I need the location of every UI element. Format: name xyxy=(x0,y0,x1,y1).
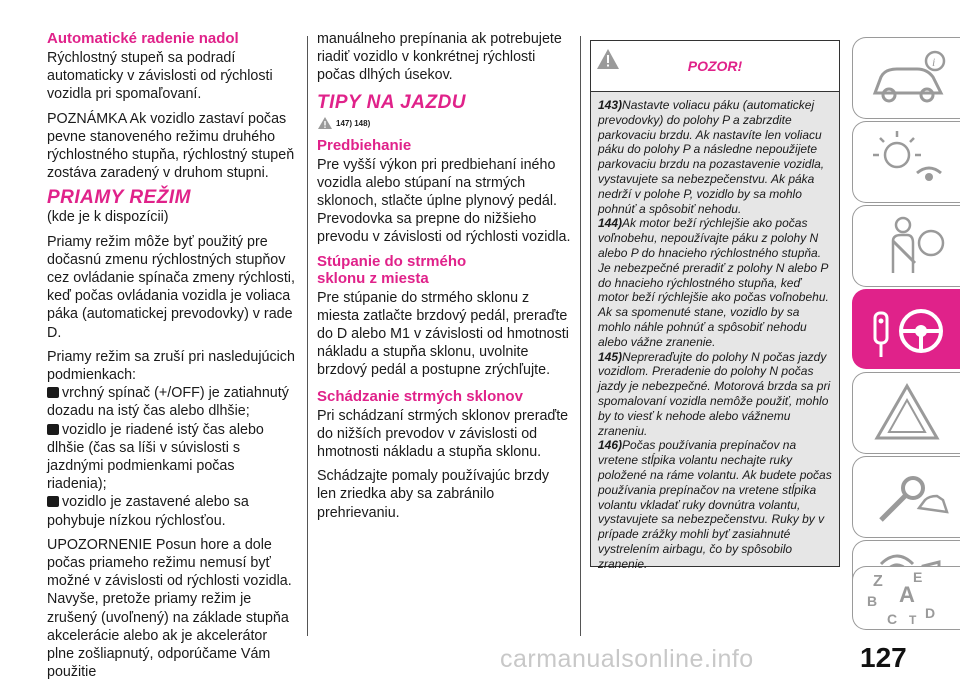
paragraph: Priamy režim sa zruší pri nasledujúcich podmienkach: xyxy=(47,348,295,384)
watermark: carmanualsonline.info xyxy=(500,645,754,673)
svg-text:E: E xyxy=(913,569,923,585)
bullet-item xyxy=(47,493,297,529)
bullet-text: vozidlo je zastavené alebo sa pohybuje nízkou rýchlosťou. xyxy=(47,494,249,529)
warning-item-text: Počas používania prepínačov na vretene stĺpika volantu nechajte ruky položené na ráme volantu. Ak budete počas používania prepínačov na vretene stĺpika volantu vkladať ruky dovnútra volantu, vystavujete sa nebezpečenstvu. Ruky by v prípade zrážky mohli byť zasiahnuté vystrelením airbagu, čo by spôsobilo zranenie. xyxy=(598,438,832,571)
warning-item-number: 144) xyxy=(598,216,623,231)
bullet-item xyxy=(47,421,297,494)
warning-item-text: Nepreraďujte do polohy N počas jazdy vozidlom. Preradenie do polohy N počas jazdy je nebezpečné. Motorová brzda sa pri spomalovaní vozidla nemôže použiť, mohlo by to viesť k nehode alebo vážnemu zraneniu. xyxy=(598,349,831,438)
heading-steep-descent: Schádzanie strmých sklonov xyxy=(317,387,523,405)
warning-item xyxy=(598,438,834,571)
dashboard-lights-icon xyxy=(867,127,957,197)
heading-driving-tips: TIPY NA JAZDU xyxy=(317,91,467,113)
heading-direct-mode-sub: (kde je k dispozícii) xyxy=(47,209,169,226)
bullet-item xyxy=(47,384,297,420)
warning-item xyxy=(598,216,834,349)
page-number: 127 xyxy=(860,642,907,673)
wrench-car-icon xyxy=(867,462,957,532)
reference-numbers: 147) 148) xyxy=(336,118,371,128)
car-info-icon xyxy=(867,43,957,113)
tab-car-info[interactable] xyxy=(852,37,960,119)
key-steering-wheel-icon xyxy=(867,295,957,365)
tab-maintenance[interactable] xyxy=(852,456,960,538)
paragraph: Priamy režim môže byť použitý pre dočasnú zmenu rýchlostných stupňov cez ovládanie spínača zmeny rýchlosti, keď počas ovládania vozidla je voliaca páka (automatickej prevodovky) v rade D. xyxy=(47,233,295,341)
warning-item-text: Nastavte voliacu páku (automatickej prevodovky) do polohy P a zabrzdite parkovaciu brzdu. Ak nastavíte len voliacu páku do polohy P a následne nepoužijete parkovaciu brzdu na pozastavenie vozidla, vystavujete sa nebezpečenstvu. Ak páka nedrží v polohe P, vozidlo by sa mohlo pohnúť a spôsobiť nehodu. xyxy=(598,98,825,216)
warning-item-text: Ak motor beží rýchlejšie ako počas voľnobehu, nepoužívajte páku z polohy N alebo P do hnacieho rýchlostného stupňa. Je nebezpečné preradiť z polohy N alebo P do hnacieho rýchlostného stupňa, keď motor beží rýchlejšie ako počas voľnobehu. Ak sa spomenuté stane, vozidlo by sa mohlo náhle pohnúť a spôsobiť nehodu alebo vážne zranenie. xyxy=(598,216,829,349)
svg-text:D: D xyxy=(925,605,936,621)
bullet-text: vozidlo je riadené istý čas alebo dlhšie (čas sa líši v súvislosti s jazdnými podmienkami počas riadenia); xyxy=(47,421,264,493)
paragraph-caution: UPOZORNENIE Posun hore a dole počas priameho režimu nemusí byť možné v závislosti od rýchlosti vozidla. Navyše, pretože priamy režim je zrušený (uvoľnený) na základe stupňa akcelerácie alebo ak je akcelerátor plne zošliapnutý, odporúčame Vám použitie xyxy=(47,536,292,681)
middle-column xyxy=(317,30,572,528)
bullet-icon xyxy=(47,424,59,435)
heading-automatic-downshift: Automatické radenie nadol xyxy=(47,30,239,47)
paragraph: Rýchlostný stupeň sa podradí automaticky v závislosti od rýchlosti vozidla pri spomaľovaní. xyxy=(47,50,273,103)
tab-index[interactable] xyxy=(852,566,960,630)
bullet-icon xyxy=(47,496,59,507)
svg-text:B: B xyxy=(867,593,878,609)
warning-item xyxy=(598,350,834,439)
paragraph: Pri schádzaní strmých sklonov preraďte do nižších prevodov v závislosti od hmotnosti nákladu a stupňa sklonu. xyxy=(317,407,569,461)
tab-emergency[interactable] xyxy=(852,372,960,454)
warning-title: POZOR! xyxy=(687,58,743,74)
heading-direct-mode: PRIAMY REŽIM xyxy=(47,187,191,209)
svg-text:Z: Z xyxy=(873,573,883,590)
svg-text:A: A xyxy=(899,582,915,607)
paragraph: Pre stúpanie do strmého sklonu z miesta zatlačte brzdový pedál, preraďte do D alebo M1 v závislosti od hmotnosti nákladu a stupňa sklonu, uvolnite brzdový pedál a postupne zrýchľujte. xyxy=(317,289,569,379)
paragraph: Pre vyšší výkon pri predbiehaní iného vozidla alebo stúpaní na strmých sklonoch, stlačte úplne plynový pedál. Prevodovka sa prepne do nižšieho prevodu v závislosti od rýchlosti vozidla. xyxy=(317,156,571,246)
svg-text:T: T xyxy=(909,613,917,627)
tab-dashboard-lights[interactable] xyxy=(852,121,960,203)
paragraph: manuálneho prepínania ak potrebujete riadiť vozidlo v konkrétnej rýchlosti počas dlhých úsekov. xyxy=(317,31,562,84)
svg-text:i: i xyxy=(932,55,936,69)
warning-item xyxy=(598,98,834,216)
seatbelt-airbag-icon xyxy=(867,211,957,281)
left-column xyxy=(47,30,297,688)
tab-starting-driving[interactable] xyxy=(852,289,960,369)
alphabet-index-icon xyxy=(863,568,953,628)
warning-item-number: 143) xyxy=(598,98,623,112)
warning-triangle-icon xyxy=(317,116,333,130)
bullet-text: vrchný spínač (+/OFF) je zatiahnutý dozadu na istý čas alebo dlhšie; xyxy=(47,385,289,420)
warning-box xyxy=(590,40,840,571)
heading-hill-start: Stúpanie do strmého sklonu z miesta xyxy=(317,252,467,287)
column-divider xyxy=(307,36,308,636)
column-divider xyxy=(580,36,581,636)
warning-item-number: 145) xyxy=(598,349,623,364)
warning-header xyxy=(591,41,839,92)
paragraph: Schádzajte pomaly používajúc brzdy len zriedka aby sa zabránilo prehrievaniu. xyxy=(317,468,550,521)
svg-text:C: C xyxy=(887,611,898,627)
warning-triangle-breakdown-icon xyxy=(867,378,957,448)
bullet-icon xyxy=(47,387,59,398)
warning-body xyxy=(591,92,839,571)
tab-safety[interactable] xyxy=(852,205,960,287)
warning-reference xyxy=(317,115,572,131)
paragraph-note: POZNÁMKA Ak vozidlo zastaví počas pevne stanoveného režimu druhého rýchlostného stupňa, rýchlostný stupeň zostáva zaradený v druhom stupni. xyxy=(47,110,295,182)
warning-item-number: 146) xyxy=(598,438,623,453)
heading-overtaking: Predbiehanie xyxy=(317,136,412,154)
